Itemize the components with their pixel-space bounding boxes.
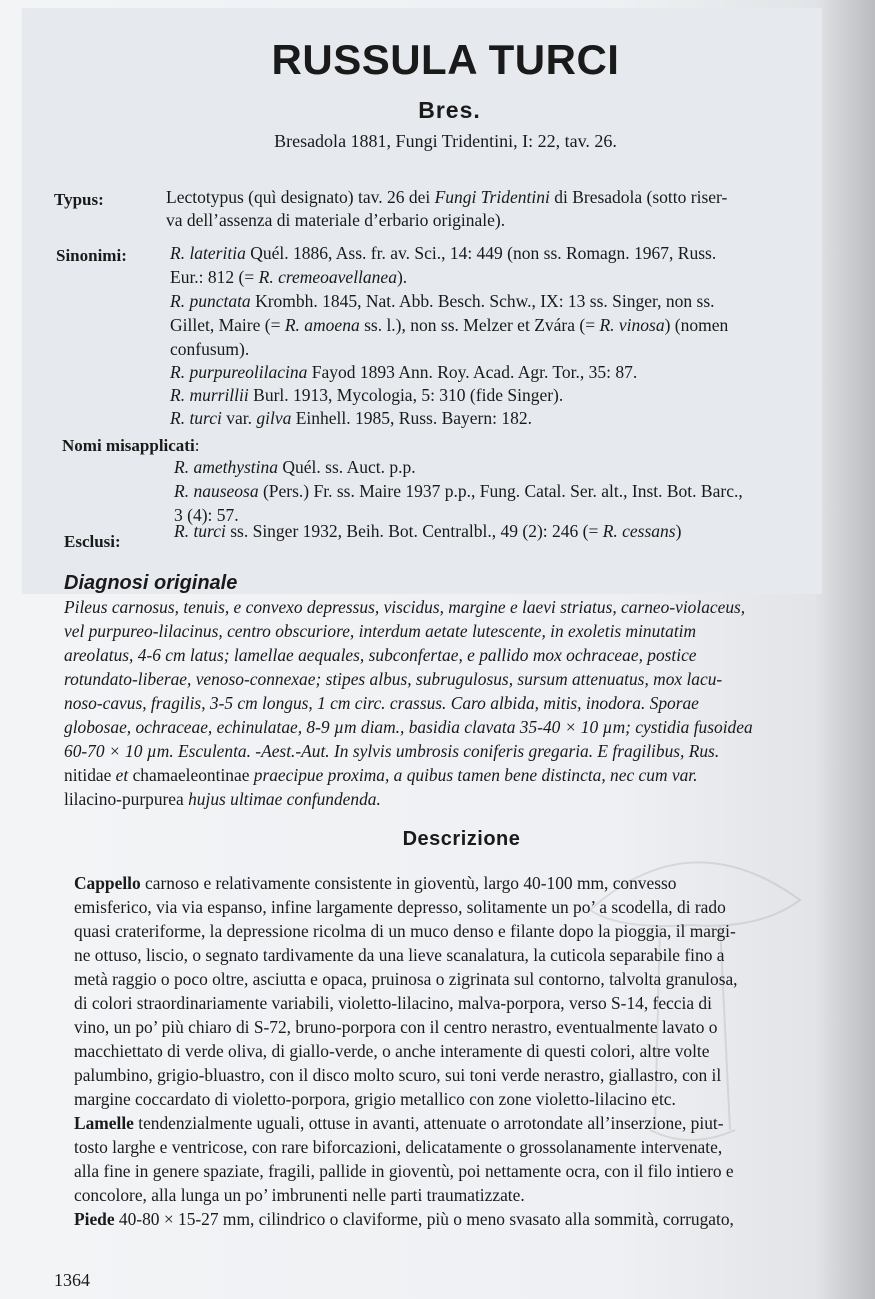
esclusi-label: Esclusi:	[64, 532, 121, 551]
description-line: alla fine in genere spaziate, fragili, pallide in gioventù, poi nettamente ocra, con il filo intiero e	[74, 1161, 734, 1181]
synonym-line: R. punctata Krombh. 1845, Nat. Abb. Besch. Schw., IX: 13 ss. Singer, non ss.	[170, 291, 715, 311]
typus-label: Typus:	[54, 190, 104, 209]
synonym-line: R. murrillii Burl. 1913, Mycologia, 5: 310 (fide Singer).	[170, 385, 564, 405]
diagnosi-line: rotundato-liberae, venoso-connexae; stipes albus, subrugulosus, sursum attenuatus, mox lacu-	[64, 669, 723, 689]
descrizione-heading: Descrizione	[402, 828, 521, 850]
synonym-line: Gillet, Maire (= R. amoena ss. l.), non ss. Melzer et Zvára (= R. vinosa) (nomen	[170, 315, 729, 335]
description-line: Cappello carnoso e relativamente consistente in gioventù, largo 40-100 mm, convesso	[74, 873, 677, 893]
diagnosi-line: noso-cavus, fragilis, 3-5 cm longus, 1 cm circ. crassus. Caro albida, mitis, inodora. Sporae	[64, 693, 699, 713]
diagnosi-line: areolatus, 4-6 cm latus; lamellae aequales, subconfertae, e pallido mox ochraceae, postice	[64, 645, 697, 665]
typus-line: va dell’assenza di materiale d’erbario originale).	[166, 210, 506, 230]
description-line: macchiettato di verde oliva, di giallo-verde, o anche interamente di questi colori, altre volte	[74, 1041, 710, 1061]
diagnosi-line: 60-70 × 10 µm. Esculenta. -Aest.-Aut. In sylvis umbrosis coniferis gregaria. E fragilibus, Rus.	[64, 741, 720, 761]
synonym-line: R. lateritia Quél. 1886, Ass. fr. av. Sci., 14: 449 (non ss. Romagn. 1967, Russ.	[170, 243, 717, 263]
nomi-misapplicati-label: Nomi misapplicati:	[62, 436, 200, 455]
misapplied-line: R. amethystina Quél. ss. Auct. p.p.	[174, 457, 416, 477]
diagnosi-line: globosae, ochraceae, echinulatae, 8-9 µm diam., basidia clavata 35-40 × 10 µm; cystidia fusoidea	[64, 717, 753, 737]
description-line: metà raggio o poco oltre, asciutta e opaca, pruinosa o zigrinata sul contorno, talvolta granulosa,	[74, 969, 738, 989]
synonym-line: R. turci var. gilva Einhell. 1985, Russ. Bayern: 182.	[170, 408, 532, 428]
diagnosi-line: nitidae et chamaeleontinae praecipue proxima, a quibus tamen bene distincta, nec cum var.	[64, 765, 698, 785]
diagnosi-heading: Diagnosi originale	[64, 572, 238, 594]
description-line: Lamelle tendenzialmente uguali, ottuse in avanti, attenuate o arrotondate all’inserzione, piut-	[74, 1113, 724, 1133]
sinonimi-label: Sinonimi:	[56, 246, 127, 265]
species-author: Bres.	[418, 97, 481, 123]
description-line: concolore, alla lunga un po’ imbrunenti nelle parti traumatizzate.	[74, 1185, 525, 1205]
description-line: palumbino, grigio-bluastro, con il disco molto scuro, sui toni verde nerastro, giallastro, con il	[74, 1065, 722, 1085]
description-line: emisferico, via via espanso, infine largamente depresso, solitamente un po’ a scodella, di rado	[74, 897, 726, 917]
description-line: ne ottuso, liscio, o segnato tardivamente da una lieve scanalatura, la cuticola separabile fino a	[74, 945, 725, 965]
misapplied-line: R. nauseosa (Pers.) Fr. ss. Maire 1937 p.p., Fung. Catal. Ser. alt., Inst. Bot. Barc.,	[174, 481, 743, 501]
original-reference: Bresadola 1881, Fungi Tridentini, I: 22, tav. 26.	[274, 131, 617, 151]
description-line: di colori straordinariamente variabili, violetto-lilacino, malva-porpora, verso S-14, feccia di	[74, 993, 712, 1013]
diagnosi-line: Pileus carnosus, tenuis, e convexo depressus, viscidus, margine e laevi striatus, carneo-violaceus,	[64, 597, 746, 617]
description-line: vino, un po’ più chiaro di S-72, bruno-porpora con il centro nerastro, eventualmente lavato o	[74, 1017, 718, 1037]
description-line: tosto larghe e ventricose, con rare biforcazioni, delicatamente o grossolanamente intervenate,	[74, 1137, 723, 1157]
diagnosi-line: lilacino-purpurea hujus ultimae confundenda.	[64, 789, 381, 809]
misapplied-line: 3 (4): 57.	[174, 505, 239, 525]
description-line: quasi crateriforme, la depressione ricolma di un muco denso e filante dopo la pioggia, il margi-	[74, 921, 736, 941]
synonym-line: R. purpureolilacina Fayod 1893 Ann. Roy. Acad. Agr. Tor., 35: 87.	[170, 362, 638, 382]
page-number: 1364	[54, 1270, 90, 1290]
typus-line: Lectotypus (quì designato) tav. 26 dei Fungi Tridentini di Bresadola (sotto riser-	[166, 187, 728, 207]
description-line: margine coccardato di violetto-porpora, grigio metallico con zone violetto-lilacino etc.	[74, 1089, 676, 1109]
description-line: Piede 40-80 × 15-27 mm, cilindrico o claviforme, più o meno svasato alla sommità, corrugato,	[74, 1209, 734, 1229]
excluded-line: R. turci ss. Singer 1932, Beih. Bot. Centralbl., 49 (2): 246 (= R. cessans)	[174, 521, 682, 541]
synonym-line: confusum).	[170, 339, 250, 359]
diagnosi-line: vel purpureo-lilacinus, centro obscuriore, interdum aetate lutescente, in exoletis minutatim	[64, 621, 697, 641]
species-title: RUSSULA TURCI	[271, 36, 620, 83]
synonym-line: Eur.: 812 (= R. cremeoavellanea).	[170, 267, 408, 287]
